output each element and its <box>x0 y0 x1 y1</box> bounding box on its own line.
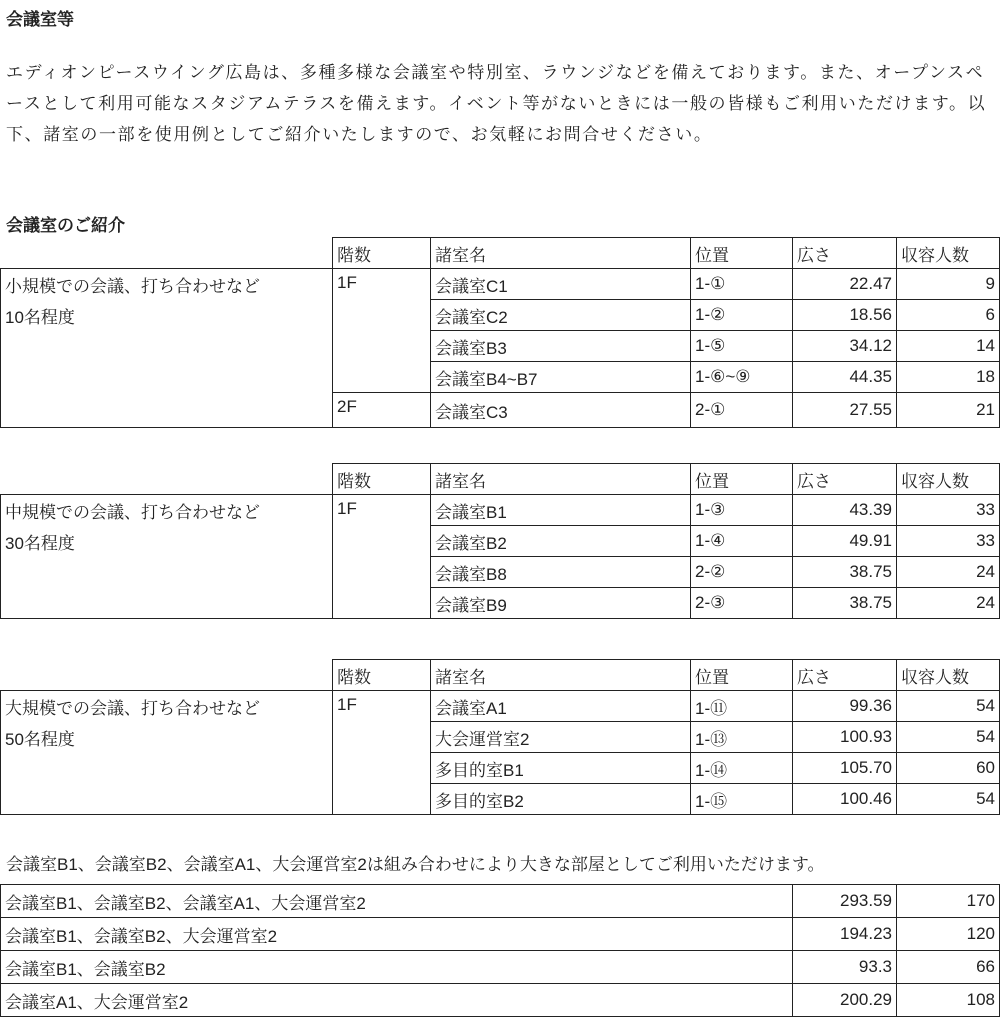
header-position: 位置 <box>691 464 793 495</box>
header-room: 諸室名 <box>431 464 691 495</box>
header-row <box>1 660 1000 691</box>
area-cell: 105.70 <box>793 753 897 784</box>
room-name-cell: 会議室A1 <box>431 691 691 722</box>
table-row <box>1 495 1000 526</box>
area-cell: 49.91 <box>793 526 897 557</box>
position-cell: 1-⑭ <box>691 753 793 784</box>
position-cell: 1-① <box>691 269 793 300</box>
category-capacity: 50名程度 <box>5 730 75 749</box>
position-cell: 1-⑪ <box>691 691 793 722</box>
empty-cell <box>1 660 333 691</box>
capacity-cell: 108 <box>897 984 1000 1017</box>
intro-paragraph: エディオンピースウイング広島は、多種多様な会議室や特別室、ラウンジなどを備えております。また、オープンスペースとして利用可能なスタジアムテラスを備えます。イベント等がないときには一般の皆様もご利用いただけます。以下、諸室の一部を使用例としてご紹介いたしますので、お気軽にお問合せください。 <box>6 63 987 144</box>
area-cell: 100.46 <box>793 784 897 815</box>
empty-cell <box>1 464 333 495</box>
area-cell: 293.59 <box>793 885 897 918</box>
room-name-cell: 大会運営室2 <box>431 722 691 753</box>
position-cell: 1-⑤ <box>691 331 793 362</box>
header-row <box>1 464 1000 495</box>
section-title: 会議室のご紹介 <box>6 216 125 235</box>
table-row <box>1 691 1000 722</box>
header-area: 広さ <box>793 238 897 269</box>
capacity-cell: 170 <box>897 885 1000 918</box>
table-row <box>1 951 1000 984</box>
capacity-cell: 60 <box>897 753 1000 784</box>
capacity-cell: 120 <box>897 918 1000 951</box>
room-name-cell: 会議室B1 <box>431 495 691 526</box>
page-title: 会議室等 <box>6 10 74 29</box>
combination-table <box>0 884 1000 1017</box>
position-cell: 1-⑬ <box>691 722 793 753</box>
area-cell: 27.55 <box>793 393 897 428</box>
usage-category <box>1 691 333 815</box>
header-area: 広さ <box>793 660 897 691</box>
capacity-cell: 66 <box>897 951 1000 984</box>
header-position: 位置 <box>691 660 793 691</box>
area-cell: 43.39 <box>793 495 897 526</box>
capacity-cell: 14 <box>897 331 1000 362</box>
room-name-cell: 会議室B9 <box>431 588 691 619</box>
table-row <box>1 269 1000 300</box>
category-label: 大規模での会議、打ち合わせなど <box>5 699 260 718</box>
area-cell: 34.12 <box>793 331 897 362</box>
capacity-cell: 24 <box>897 557 1000 588</box>
capacity-cell: 21 <box>897 393 1000 428</box>
capacity-cell: 6 <box>897 300 1000 331</box>
position-cell: 1-⑥~⑨ <box>691 362 793 393</box>
area-cell: 22.47 <box>793 269 897 300</box>
floor-cell: 1F <box>333 495 431 619</box>
position-cell: 2-① <box>691 393 793 428</box>
position-cell: 2-③ <box>691 588 793 619</box>
category-label: 小規模での会議、打ち合わせなど <box>5 277 260 296</box>
room-name-cell: 会議室B8 <box>431 557 691 588</box>
combination-name-cell: 会議室B1、会議室B2、大会運営室2 <box>1 918 793 951</box>
header-floor: 階数 <box>333 238 431 269</box>
room-name-cell: 多目的室B1 <box>431 753 691 784</box>
small-rooms-table <box>0 237 1000 428</box>
room-name-cell: 会議室B4~B7 <box>431 362 691 393</box>
room-name-cell: 会議室C1 <box>431 269 691 300</box>
room-name-cell: 会議室B2 <box>431 526 691 557</box>
table-row <box>1 885 1000 918</box>
floor-cell: 2F <box>333 393 431 428</box>
area-cell: 100.93 <box>793 722 897 753</box>
empty-cell <box>1 238 333 269</box>
header-capacity: 収容人数 <box>897 238 1000 269</box>
capacity-cell: 54 <box>897 784 1000 815</box>
header-area: 広さ <box>793 464 897 495</box>
usage-category <box>1 495 333 619</box>
combination-name-cell: 会議室A1、大会運営室2 <box>1 984 793 1017</box>
category-label: 中規模での会議、打ち合わせなど <box>5 503 260 522</box>
room-name-cell: 会議室C2 <box>431 300 691 331</box>
capacity-cell: 33 <box>897 526 1000 557</box>
header-floor: 階数 <box>333 660 431 691</box>
position-cell: 1-② <box>691 300 793 331</box>
position-cell: 1-④ <box>691 526 793 557</box>
usage-category <box>1 269 333 428</box>
position-cell: 2-② <box>691 557 793 588</box>
position-cell: 1-③ <box>691 495 793 526</box>
category-capacity: 30名程度 <box>5 534 75 553</box>
table-row <box>1 984 1000 1017</box>
combination-name-cell: 会議室B1、会議室B2、会議室A1、大会運営室2 <box>1 885 793 918</box>
capacity-cell: 18 <box>897 362 1000 393</box>
header-capacity: 収容人数 <box>897 660 1000 691</box>
area-cell: 44.35 <box>793 362 897 393</box>
area-cell: 99.36 <box>793 691 897 722</box>
header-floor: 階数 <box>333 464 431 495</box>
capacity-cell: 54 <box>897 722 1000 753</box>
area-cell: 200.29 <box>793 984 897 1017</box>
table-row <box>1 918 1000 951</box>
capacity-cell: 54 <box>897 691 1000 722</box>
area-cell: 18.56 <box>793 300 897 331</box>
capacity-cell: 33 <box>897 495 1000 526</box>
combination-name-cell: 会議室B1、会議室B2 <box>1 951 793 984</box>
position-cell: 1-⑮ <box>691 784 793 815</box>
area-cell: 38.75 <box>793 588 897 619</box>
area-cell: 93.3 <box>793 951 897 984</box>
room-name-cell: 会議室B3 <box>431 331 691 362</box>
floor-cell: 1F <box>333 269 431 393</box>
header-capacity: 収容人数 <box>897 464 1000 495</box>
floor-cell: 1F <box>333 691 431 815</box>
header-room: 諸室名 <box>431 238 691 269</box>
medium-rooms-table <box>0 463 1000 619</box>
area-cell: 194.23 <box>793 918 897 951</box>
combination-note: 会議室B1、会議室B2、会議室A1、大会運営室2は組み合わせにより大きな部屋としてご利用いただけます。 <box>6 855 825 874</box>
header-row <box>1 238 1000 269</box>
category-capacity: 10名程度 <box>5 308 75 327</box>
area-cell: 38.75 <box>793 557 897 588</box>
capacity-cell: 9 <box>897 269 1000 300</box>
header-room: 諸室名 <box>431 660 691 691</box>
capacity-cell: 24 <box>897 588 1000 619</box>
header-position: 位置 <box>691 238 793 269</box>
large-rooms-table <box>0 659 1000 815</box>
room-name-cell: 会議室C3 <box>431 393 691 428</box>
room-name-cell: 多目的室B2 <box>431 784 691 815</box>
